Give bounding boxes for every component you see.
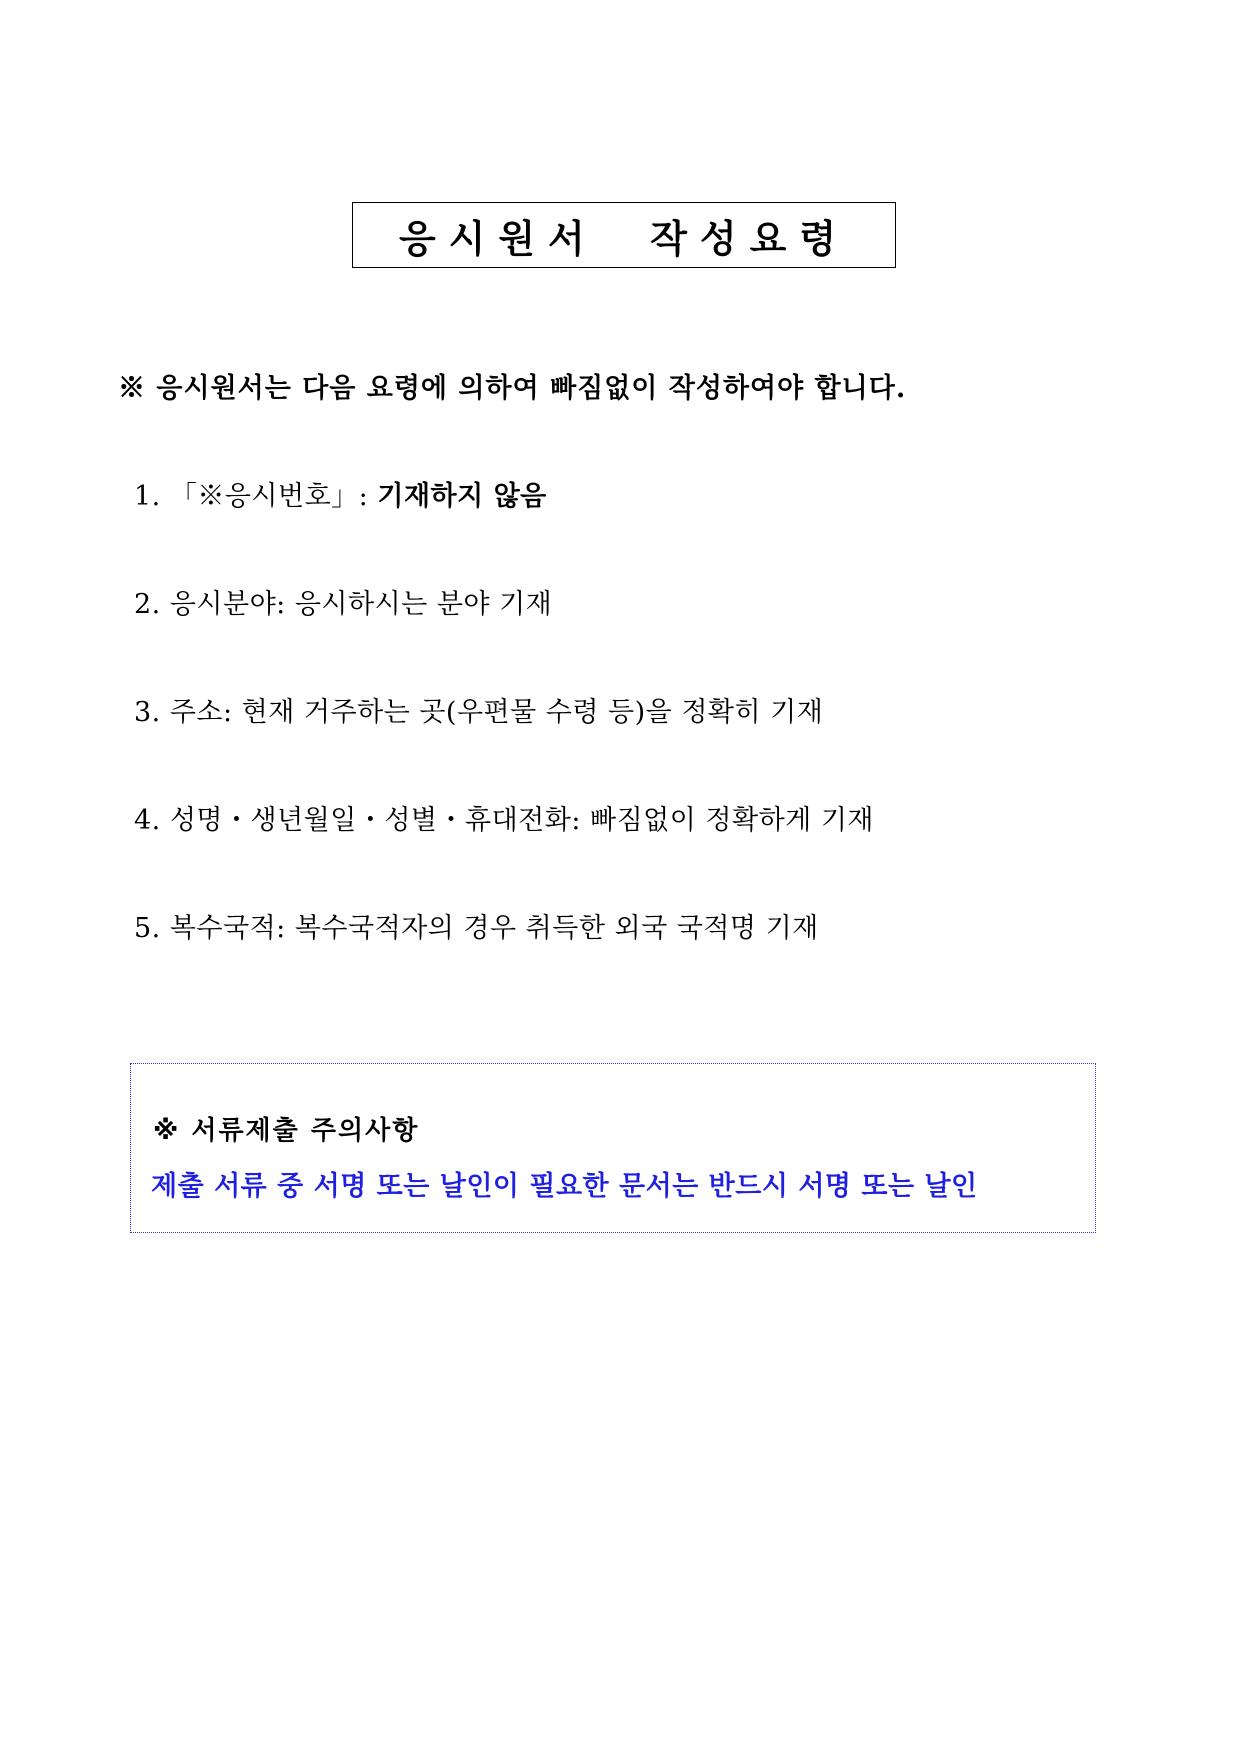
list-item-5 [134, 906, 819, 945]
caution-box [130, 1063, 1096, 1233]
list-item-4 [134, 798, 874, 837]
list-item-3-text: 3. 주소: 현재 거주하는 곳(우편물 수령 등)을 정확히 기재 [134, 697, 824, 728]
list-item-5-text: 5. 복수국적: 복수국적자의 경우 취득한 외국 국적명 기재 [134, 913, 819, 944]
list-item-1 [134, 474, 547, 513]
caution-body: 제출 서류 중 서명 또는 날인이 필요한 문서는 반드시 서명 또는 날인 [151, 1171, 978, 1202]
list-item-4-text: 4. 성명・생년월일・성별・휴대전화: 빠짐없이 정확하게 기재 [134, 805, 874, 836]
list-item-2-text: 2. 응시분야: 응시하시는 분야 기재 [134, 589, 553, 620]
title-box [352, 202, 896, 268]
list-item-1-prefix: 1. 「※응시번호」: [134, 481, 378, 512]
page-title: 응시원서 작성요령 [398, 216, 850, 261]
list-item-2 [134, 582, 552, 621]
caution-title: ※ 서류제출 주의사항 [153, 1116, 420, 1146]
list-item-3 [134, 690, 823, 729]
notice-text: ※ 응시원서는 다음 요령에 의하여 빠짐없이 작성하여야 합니다. [118, 373, 907, 404]
list-item-1-text: 기재하지 않음 [377, 481, 547, 512]
